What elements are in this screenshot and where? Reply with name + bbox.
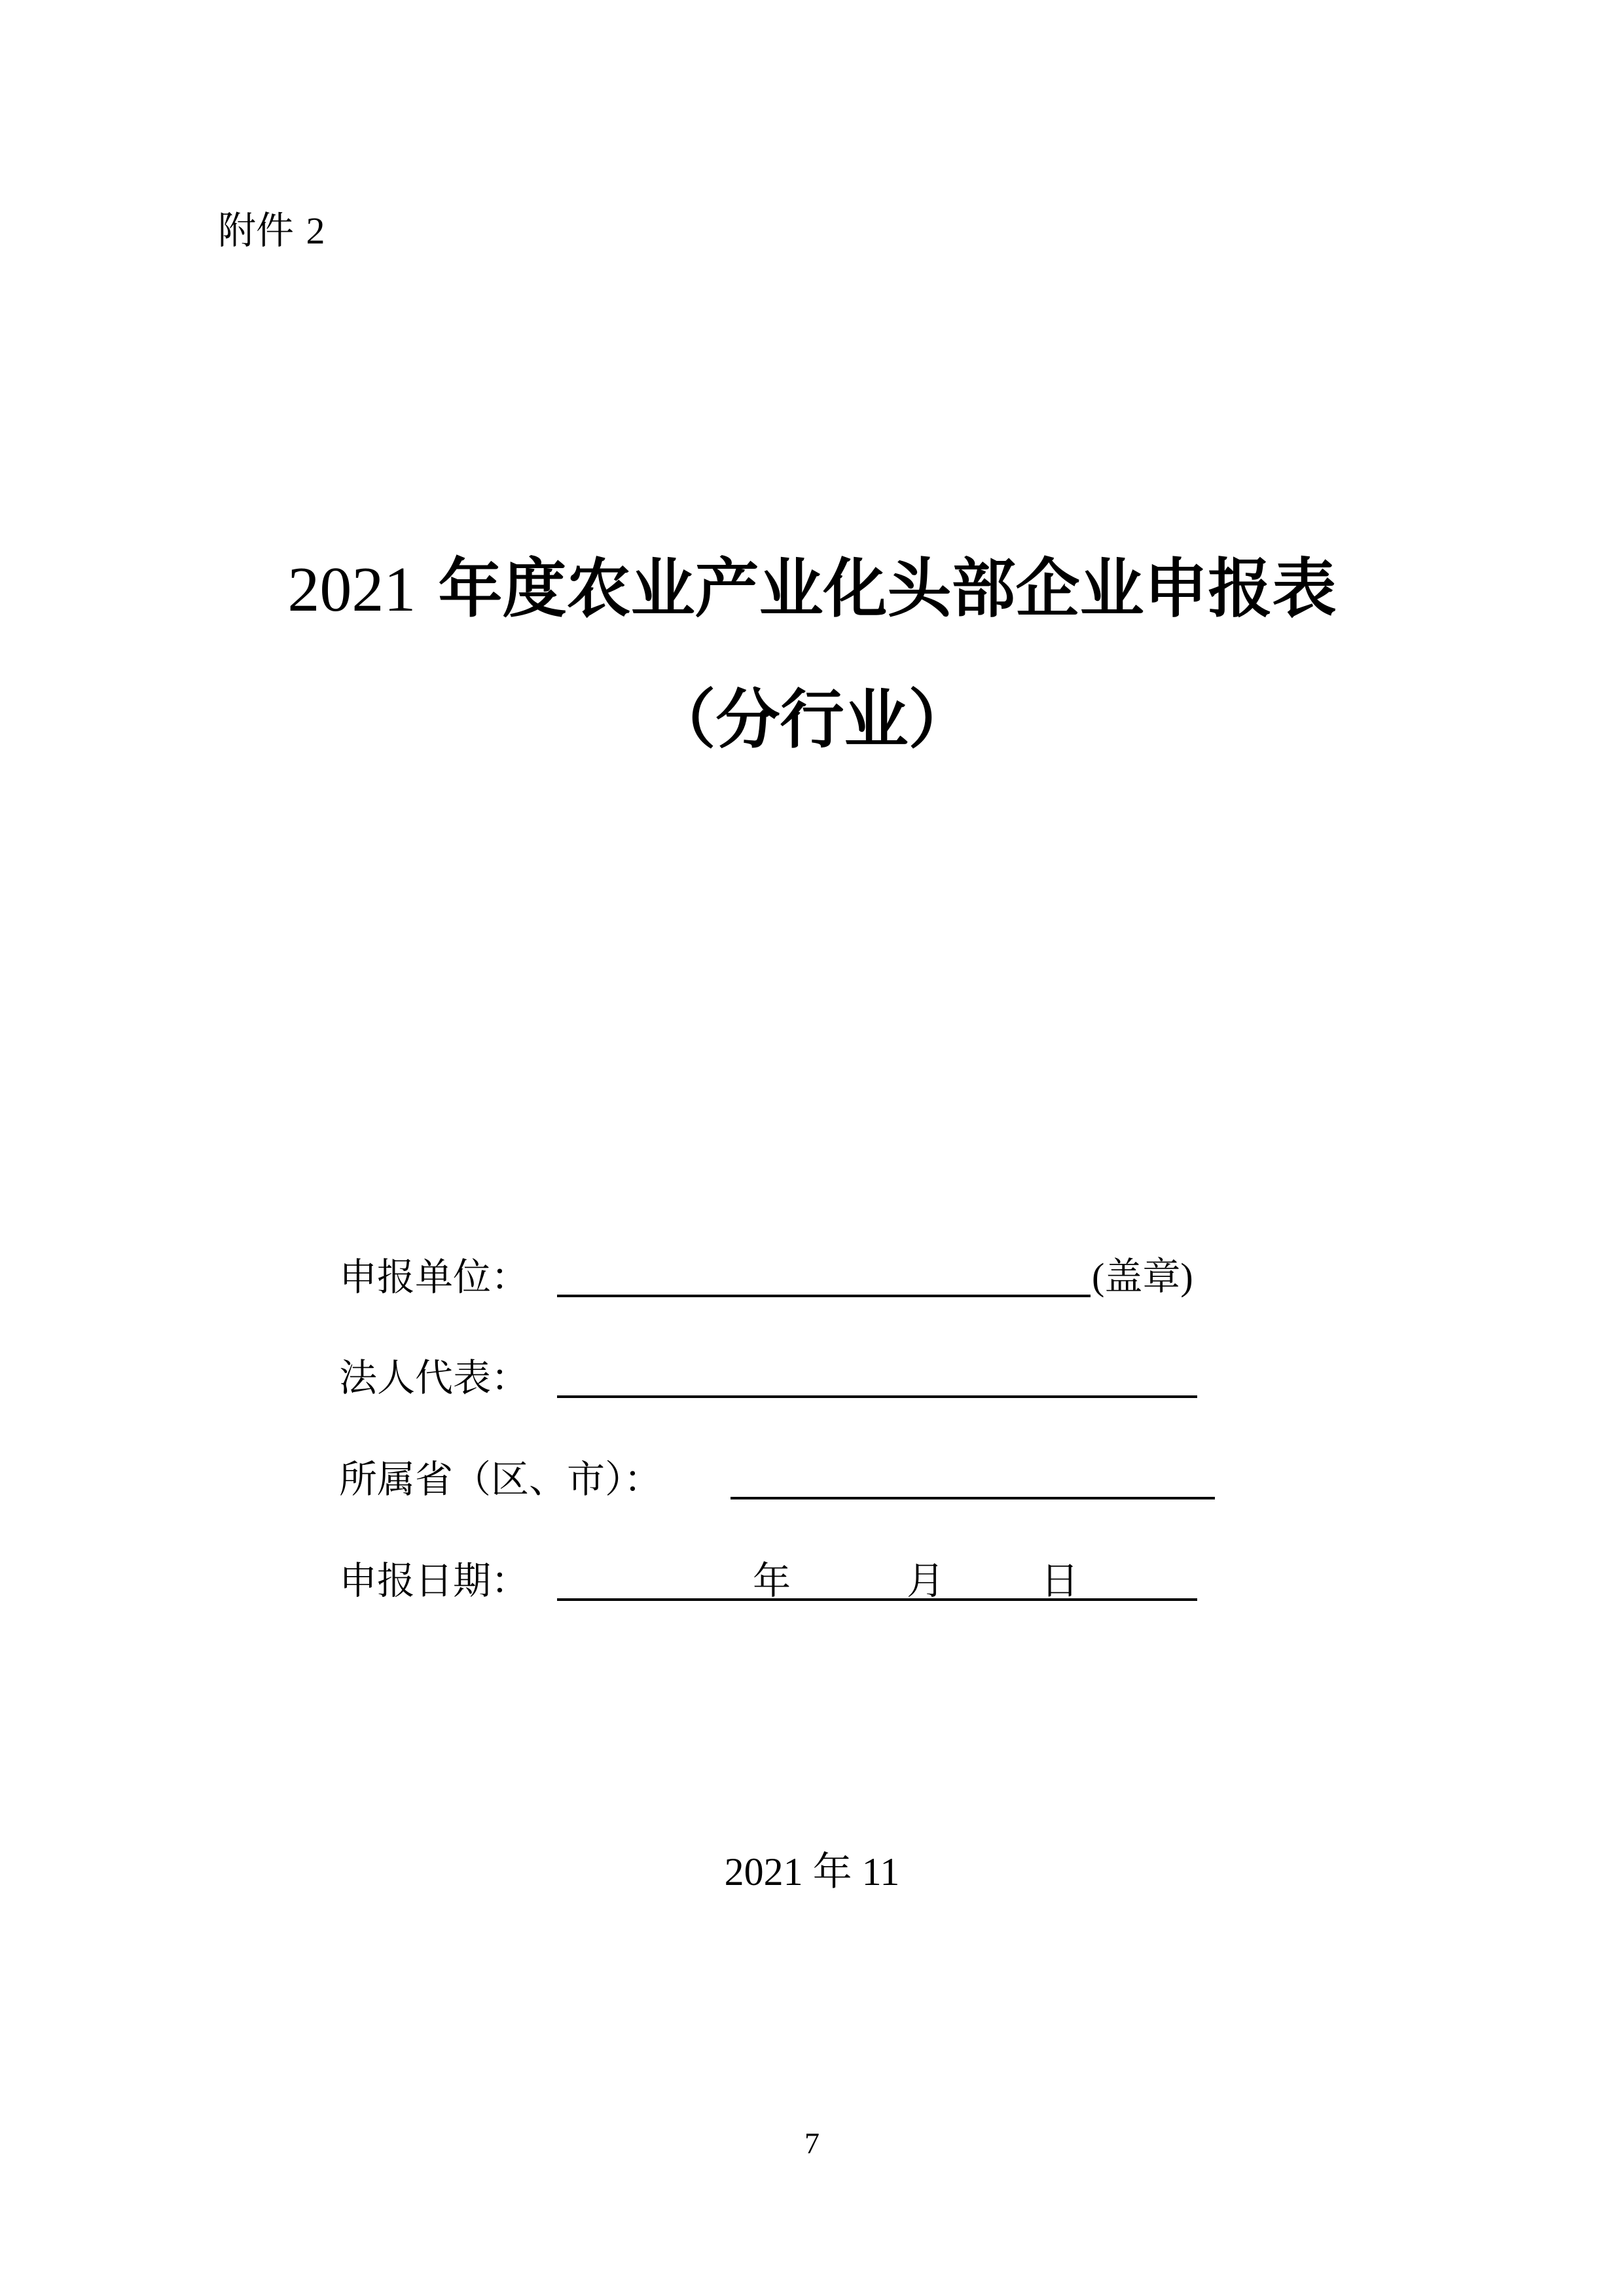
document-subtitle: （分行业） (651, 682, 973, 757)
title-main: 年度农业产业化头部企业申报表 (438, 551, 1337, 626)
legal-representative-label: 法人代表： (339, 1355, 530, 1400)
date-day-mark: 日 (1041, 1558, 1079, 1603)
document-title (0, 547, 1624, 632)
province-blank-line[interactable] (731, 1497, 1215, 1499)
date-year-mark: 年 (753, 1558, 791, 1603)
attachment-number: 2 (306, 209, 325, 252)
seal-note: (盖章) (1092, 1255, 1193, 1298)
legal-representative-blank-line[interactable] (557, 1395, 1197, 1398)
application-date-blank-line[interactable] (557, 1598, 1197, 1601)
attachment-text: 附件 (218, 208, 295, 253)
applicant-blank-line[interactable] (557, 1295, 1091, 1297)
issue-date: 2021 年 11 (724, 1850, 900, 1893)
attachment-label (218, 204, 325, 257)
date-month-mark: 月 (907, 1558, 945, 1603)
title-year: 2021 (287, 554, 416, 625)
province-label: 所属省（区、市）： (339, 1457, 662, 1501)
applicant-label: 申报单位： (339, 1255, 530, 1299)
application-date-label: 申报日期： (339, 1558, 530, 1603)
page-number: 7 (804, 2126, 820, 2160)
